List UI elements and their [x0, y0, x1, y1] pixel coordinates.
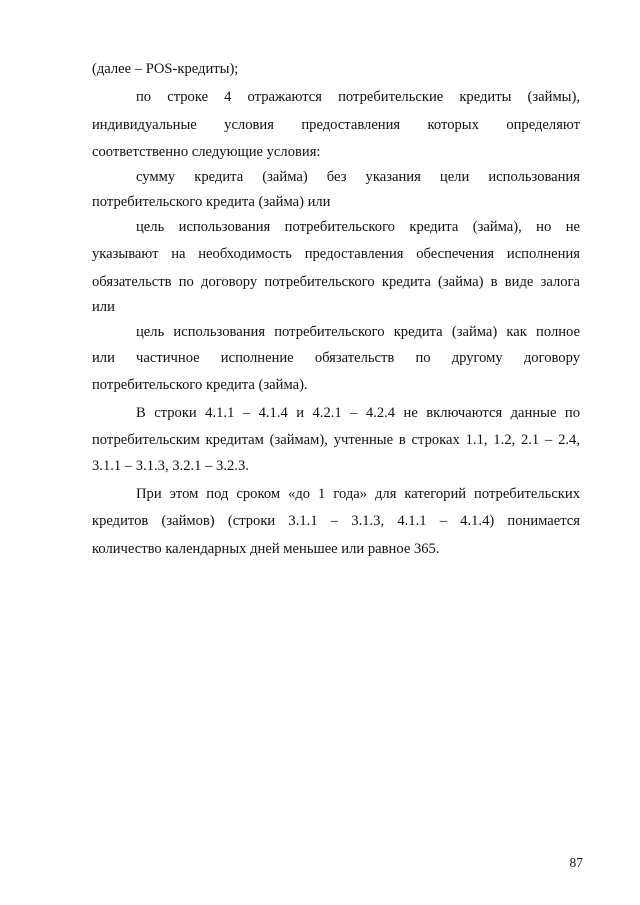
- text-line: соответственно следующие условия:: [92, 144, 321, 160]
- paragraph-first-line: В строки 4.1.1 – 4.1.4 и 4.2.1 – 4.2.4 не включаются данные по: [136, 405, 580, 421]
- text-line: указывают на необходимость предоставления обеспечения исполнения: [92, 246, 580, 262]
- paragraph-first-line: по строке 4 отражаются потребительские кредиты (займы),: [136, 89, 580, 105]
- page-number: 87: [569, 855, 583, 870]
- paragraph-first-line: сумму кредита (займа) без указания цели использования: [136, 169, 580, 185]
- text-line: потребительского кредита (займа).: [92, 377, 308, 393]
- text-line: или: [92, 299, 115, 315]
- paragraph-first-line: цель использования потребительского кредита (займа) как полное: [136, 324, 580, 340]
- paragraph-first-line: цель использования потребительского кредита (займа), но не: [136, 219, 580, 235]
- text-line: обязательств по договору потребительского кредита (займа) в виде залога: [92, 274, 580, 290]
- text-line: потребительским кредитам (займам), учтенные в строках 1.1, 1.2, 2.1 – 2.4,: [92, 432, 580, 448]
- text-line: потребительского кредита (займа) или: [92, 194, 331, 210]
- text-line: или частичное исполнение обязательств по другому договору: [92, 350, 580, 366]
- paragraph-first-line: При этом под сроком «до 1 года» для категорий потребительских: [136, 486, 580, 502]
- text-line: (далее – POS-кредиты);: [92, 61, 239, 77]
- text-line: 3.1.1 – 3.1.3, 3.2.1 – 3.2.3.: [92, 458, 249, 474]
- text-line: кредитов (займов) (строки 3.1.1 – 3.1.3, 4.1.1 – 4.1.4) понимается: [92, 513, 580, 529]
- text-line: индивидуальные условия предоставления которых определяют: [92, 117, 580, 133]
- text-line: количество календарных дней меньшее или равное 365.: [92, 541, 440, 557]
